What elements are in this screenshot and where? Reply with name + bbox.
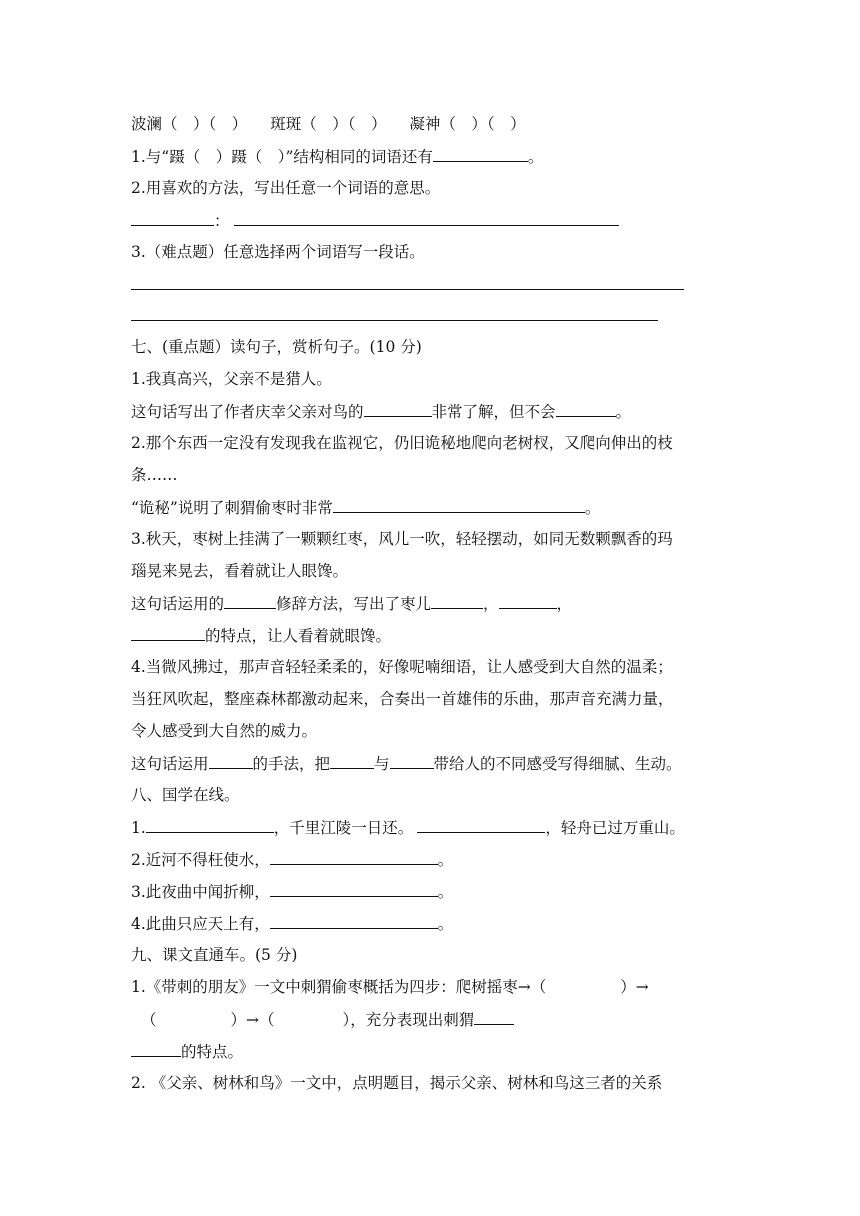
answer-text: 的特点，让人看着就眼馋。: [205, 627, 392, 645]
answer-text: 非常了解，但不会: [431, 403, 556, 421]
answer-7-3-line-2: [131, 625, 391, 646]
question-7-1: [131, 369, 332, 389]
writing-line[interactable]: [131, 320, 658, 321]
sentence: 3.秋天，枣树上挂满了一颗颗红枣，风儿一吹，轻轻摆动，如同无数颗飘香的玛: [131, 530, 673, 548]
sentence: 2.那个东西一定没有发现我在监视它，仍旧诡秘地爬向老树杈，又爬向伸出的枝: [131, 434, 673, 452]
section-7-heading: [131, 337, 422, 357]
answer-blank[interactable]: [146, 817, 274, 833]
answer-7-3-line-1: [131, 593, 572, 614]
word-row: [131, 114, 526, 134]
arrow-text: ）→（: [230, 1011, 275, 1029]
sentence: 当狂风吹起，整座森林都激动起来，合奏出一首雄伟的乐曲，那声音充满力量，: [131, 690, 674, 708]
answer-blank[interactable]: [417, 817, 545, 833]
answer-text: 这句话运用的: [131, 595, 225, 613]
question-text: 的特点。: [181, 1043, 244, 1061]
question-6-3: [131, 242, 425, 262]
answer-blank[interactable]: [131, 625, 205, 641]
answer-blank[interactable]: [330, 753, 374, 769]
question-7-3-line-1: [131, 529, 673, 549]
sentence: 令人感受到大自然的威力。: [131, 722, 318, 740]
question-7-4-line-1: [131, 657, 673, 677]
punctuation: 。: [437, 883, 454, 901]
answer-text: 这句话写出了作者庆幸父亲对鸟的: [131, 403, 364, 421]
answer-7-2: [131, 497, 600, 518]
question-9-1-line-2: [131, 1009, 514, 1030]
question-number: 1.: [131, 819, 146, 837]
question-7-4-line-3: [131, 721, 317, 741]
word-banban: 斑斑（ ）（ ）: [270, 115, 387, 133]
answer-blank[interactable]: [234, 210, 619, 226]
question-8-3: [131, 881, 453, 902]
answer-text: 这句话运用: [131, 755, 209, 773]
punctuation: 。: [527, 148, 544, 166]
answer-text: “诡秘”说明了刺猬偷枣时非常: [131, 499, 333, 517]
punctuation: 。: [437, 915, 454, 933]
answer-text: 修辞方法，写出了枣儿: [276, 595, 432, 613]
punctuation: ，: [556, 595, 573, 613]
answer-blank[interactable]: [209, 753, 253, 769]
sentence: 1.我真高兴，父亲不是猎人。: [131, 370, 332, 388]
question-text: 2.用喜欢的方法，写出任意一个词语的意思。: [131, 179, 441, 197]
arrow-text: ）→: [620, 978, 649, 996]
question-7-4-line-2: [131, 689, 674, 709]
answer-blank[interactable]: [333, 497, 585, 513]
punctuation: 。: [437, 851, 454, 869]
sentence: 瑙晃来晃去，看着就让人眼馋。: [131, 562, 349, 580]
question-9-2: [131, 1073, 662, 1093]
answer-7-4: [131, 753, 682, 774]
punctuation: 。: [615, 403, 632, 421]
answer-blank[interactable]: [224, 593, 276, 609]
question-7-2-line-2: [131, 465, 178, 485]
answer-blank[interactable]: [131, 210, 214, 226]
question-8-1: [131, 817, 685, 838]
section-heading: 七、(重点题）读句子，赏析句子。(10 分): [131, 338, 422, 356]
answer-blank[interactable]: [499, 593, 557, 609]
section-8-heading: [131, 785, 240, 805]
question-6-1: [131, 146, 543, 167]
question-9-1-line-1: [131, 977, 649, 997]
answer-blank[interactable]: [474, 1009, 514, 1025]
answer-blank[interactable]: [433, 146, 528, 162]
word-ningshen: 凝神（ ）（ ）: [409, 115, 526, 133]
answer-text: 带给人的不同感受写得细腻、生动。: [433, 755, 682, 773]
answer-7-1: [131, 401, 631, 422]
poem-line: 3.此夜曲中闻折柳，: [131, 883, 270, 901]
answer-blank[interactable]: [131, 1041, 181, 1057]
writing-line[interactable]: [131, 289, 684, 290]
poem-line: 4.此曲只应天上有，: [131, 915, 270, 933]
question-8-2: [131, 849, 453, 870]
question-text: 1.与“蹑（ ）蹑（ ）”结构相同的词语还有: [131, 148, 433, 166]
answer-blank[interactable]: [431, 593, 483, 609]
question-9-1-line-3: [131, 1041, 243, 1062]
section-heading: 八、国学在线。: [131, 786, 240, 804]
question-text: 3.（难点题）任意选择两个词语写一段话。: [131, 243, 425, 261]
poem-line: 2.近河不得枉使水，: [131, 851, 270, 869]
section-heading: 九、课文直通车。(5 分): [131, 946, 298, 964]
answer-blank[interactable]: [390, 753, 434, 769]
answer-blank[interactable]: [270, 849, 438, 865]
answer-blank[interactable]: [364, 401, 432, 417]
punctuation: 。: [584, 499, 601, 517]
answer-blank[interactable]: [556, 401, 616, 417]
colon: ：: [214, 212, 230, 230]
section-9-heading: [131, 945, 297, 965]
punctuation: ，: [483, 595, 499, 613]
answer-text: 与: [374, 755, 390, 773]
question-text: 1.《带刺的朋友》一文中刺猬偷枣概括为四步：爬树摇枣→（: [131, 978, 547, 996]
answer-text: 的手法，把: [252, 755, 331, 773]
question-8-4: [131, 913, 453, 934]
answer-blank[interactable]: [270, 913, 438, 929]
bracket-text: （: [141, 1011, 157, 1029]
poem-line: ，轻舟已过万重山。: [545, 819, 685, 837]
poem-line: ，千里江陵一日还。: [273, 819, 414, 837]
answer-blank[interactable]: [270, 881, 438, 897]
question-7-3-line-2: [131, 561, 348, 581]
sentence: 条……: [131, 466, 178, 484]
word-meaning-line: [131, 210, 619, 231]
question-7-2-line-1: [131, 433, 673, 453]
word-bolan: 波澜（ ）（ ）: [131, 115, 248, 133]
question-text: ），充分表现出刺猬: [342, 1011, 475, 1029]
question-6-2: [131, 178, 440, 198]
question-text: 2. 《父亲、树林和鸟》一文中，点明题目，揭示父亲、树林和鸟这三者的关系: [131, 1074, 663, 1092]
sentence: 4.当微风拂过，那声音轻轻柔柔的，好像呢喃细语，让人感受到大自然的温柔；: [131, 658, 673, 676]
